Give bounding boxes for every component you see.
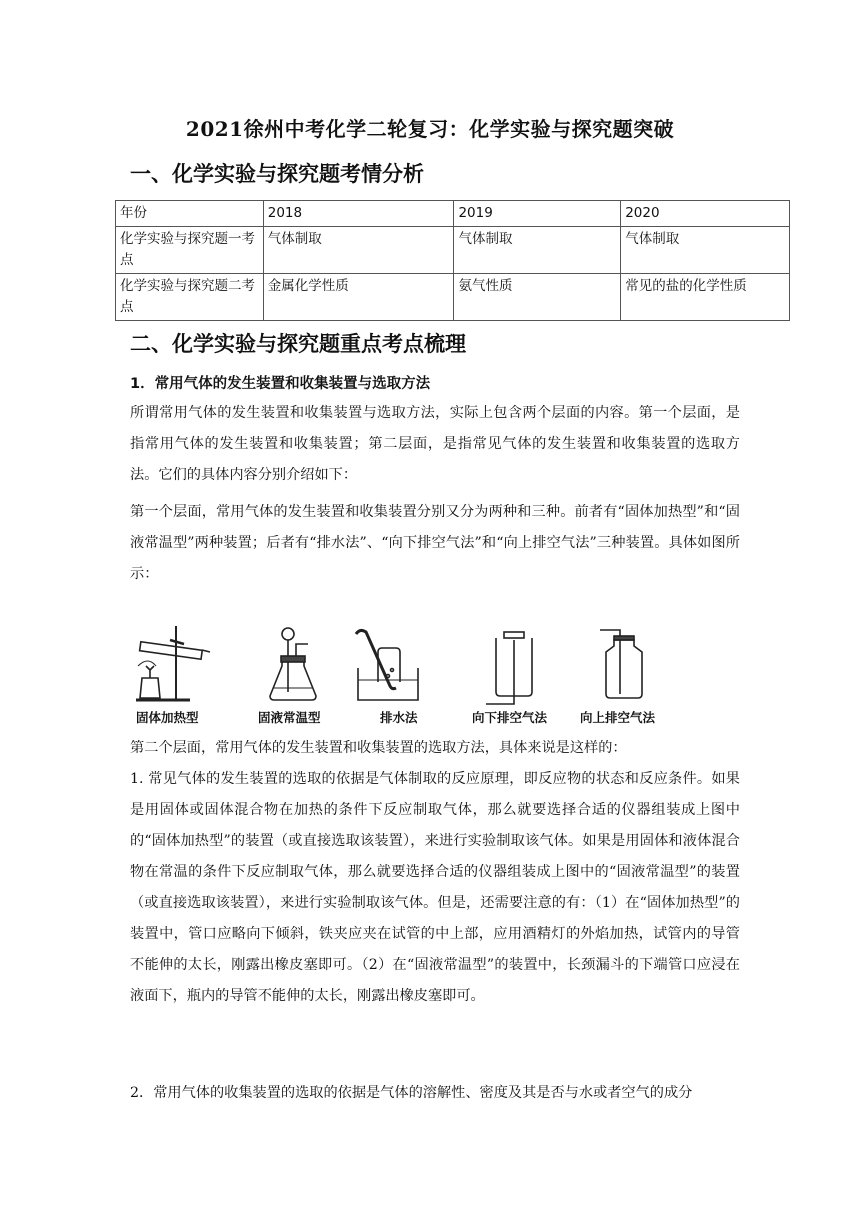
- document-title: 2021徐州中考化学二轮复习：化学实验与探究题突破: [185, 117, 675, 141]
- caption-downward-air: 向下排空气法: [472, 710, 548, 725]
- table-cell: 金属化学性质: [263, 274, 454, 321]
- exam-analysis-table: [115, 200, 790, 321]
- table-cell: 化学实验与探究题一考点: [116, 227, 264, 274]
- subsection-heading: 1．常用气体的发生装置和收集装置与选取方法: [130, 376, 431, 392]
- table-header-cell: 2020: [621, 201, 790, 227]
- table-cell: 气体制取: [263, 227, 454, 274]
- table-row: [116, 274, 790, 321]
- section-heading-key-points: 二、化学实验与探究题重点考点梳理: [130, 331, 466, 356]
- solid-liquid-apparatus: [270, 628, 316, 700]
- table-row: [116, 227, 790, 274]
- table-header-cell: 年份: [116, 201, 264, 227]
- caption-solid-heating: 固体加热型: [136, 710, 199, 725]
- downward-air-apparatus: [486, 632, 532, 704]
- table-cell: 气体制取: [454, 227, 621, 274]
- solid-heating-apparatus: [136, 626, 210, 700]
- paragraph-collection-method: 2．常用气体的收集装置的选取的依据是气体的溶解性、密度及其是否与水或者空气的成分: [130, 1085, 693, 1101]
- table-cell: 气体制取: [621, 227, 790, 274]
- table-header-row: [116, 201, 790, 227]
- table-cell: 氨气性质: [454, 274, 621, 321]
- table-cell: 常见的盐的化学性质: [621, 274, 790, 321]
- caption-water-displacement: 排水法: [380, 710, 418, 725]
- paragraph-layer-one: 第一个层面，常用气体的发生装置和收集装置分别又分为两种和三种。前者有“固体加热型”和“固液常温型”两种装置；后者有“排水法”、“向下排空气法”和“向上排空气法”三种装置。具体如图所示：: [130, 504, 740, 582]
- paragraph-layer-two: 第二个层面，常用气体的发生装置和收集装置的选取方法，具体来说是这样的：: [130, 740, 627, 756]
- caption-upward-air: 向上排空气法: [580, 710, 656, 725]
- paragraph-intro: 所谓常用气体的发生装置和收集装置与选取方法，实际上包含两个层面的内容。第一个层面，是指常用气体的发生装置和收集装置；第二层面，是指常见气体的发生装置和收集装置的选取方法。它们的具体内容分别介绍如下：: [130, 405, 740, 483]
- paragraph-generation-method: 1. 常见气体的发生装置的选取的依据是气体制取的反应原理，即反应物的状态和反应条件。如果是用固体或固体混合物在加热的条件下反应制取气体，那么就要选择合适的仪器组装成上图中的“固体加热型”的装置（或直接选取该装置），来进行实验制取该气体。如果是用固体和液体混合物在常温的条件下反应制取气体，那么就要选择合适的仪器组装成上图中的“固液常温型”的装置（或直接选取该装置），来进行实验制取该气体。但是，还需要注意的有：（1）在“固体加热型”的装置中，管口应略向下倾斜，铁夹应夹在试管的中上部，应用酒精灯的外焰加热，试管内的导管不能伸的太长，刚露出橡皮塞即可。（2）在“固液常温型”的装置中，长颈漏斗的下端管口应浸在液面下，瓶内的导管不能伸的太长，刚露出橡皮塞即可。: [130, 771, 740, 1004]
- table-header-cell: 2018: [263, 201, 454, 227]
- table-header-cell: 2019: [454, 201, 621, 227]
- caption-solid-liquid: 固液常温型: [258, 710, 321, 725]
- section-heading-analysis: 一、化学实验与探究题考情分析: [130, 161, 424, 186]
- upward-air-apparatus: [600, 630, 642, 698]
- table-cell: 化学实验与探究题二考点: [116, 274, 264, 321]
- water-displacement-apparatus: [356, 630, 418, 700]
